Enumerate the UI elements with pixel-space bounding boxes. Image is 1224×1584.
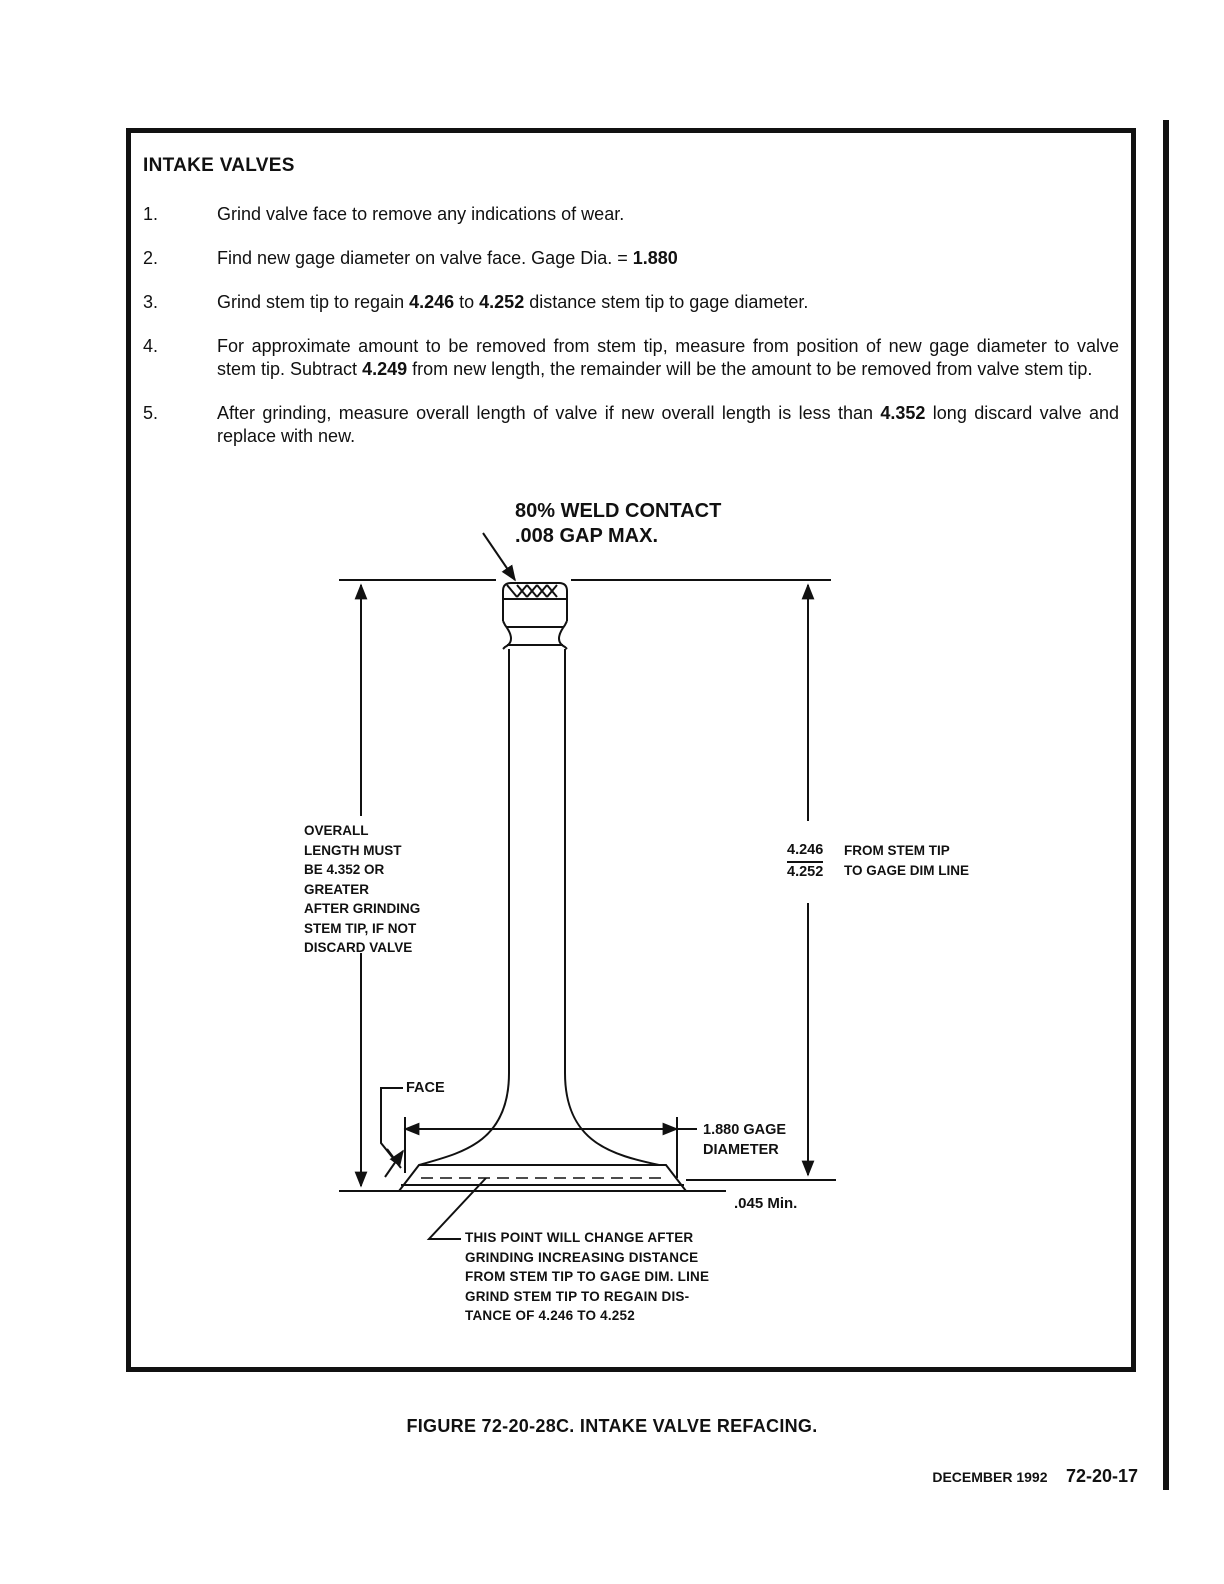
step-text: After grinding, measure overall length of valve if new overall length is less than 4.352 long discard valve and replace with new. (217, 403, 1119, 446)
min-margin-label: .045 Min. (734, 1195, 798, 1212)
weld-gap-line2: .008 GAP MAX. (515, 525, 659, 547)
dimension-upper: 4.246 (787, 841, 823, 863)
change-bar (1163, 120, 1169, 1490)
page-number: 72-20-17 (1065, 1466, 1138, 1486)
step-number: 4. (143, 336, 159, 356)
step-number: 2. (143, 248, 159, 268)
step-text: Grind valve face to remove any indications of wear. (217, 204, 625, 224)
weld-contact-line1: 80% WELD CONTACT (515, 500, 722, 522)
step-number: 3. (143, 292, 159, 312)
step-number: 1. (143, 204, 159, 224)
from-stem-tip-note: FROM STEM TIP TO GAGE DIM LINE (844, 843, 970, 878)
dimension-lower: 4.252 (787, 863, 824, 880)
face-label: FACE (406, 1080, 445, 1096)
step-number: 5. (143, 403, 159, 423)
step-text: For approximate amount to be removed from stem tip, measure from position of new gage diameter to valve stem tip. Subtract 4.249 from new length, the remainder will be the amount to be removed from valve stem tip. (217, 336, 1119, 379)
stem-gage-dimension (787, 841, 823, 882)
figure-caption: FIGURE 72-20-28C. INTAKE VALVE REFACING. (406, 1416, 818, 1436)
overall-length-note: OVERALL LENGTH MUST BE 4.352 OR GREATER AFTER GRINDING STEM TIP, IF NOT DISCARD VALVE (304, 823, 421, 955)
valve-diagram (131, 133, 1131, 1367)
figure-frame (126, 128, 1136, 1372)
step-text: Find new gage diameter on valve face. Gage Dia. = 1.880 (217, 248, 678, 268)
grind-note: THIS POINT WILL CHANGE AFTER GRINDING INCREASING DISTANCE FROM STEM TIP TO GAGE DIM. LINE GRIND STEM TIP TO REGAIN DIS- TANCE OF 4.246 TO 4.252 (465, 1230, 710, 1323)
step-text: Grind stem tip to regain 4.246 to 4.252 distance stem tip to gage diameter. (217, 292, 809, 312)
weld-contact-label (515, 499, 721, 549)
section-title: INTAKE VALVES (143, 155, 295, 176)
page-footer (932, 1466, 1138, 1487)
footer-date: DECEMBER 1992 (932, 1469, 1048, 1485)
gage-diameter-label: 1.880 GAGE DIAMETER (703, 1122, 787, 1158)
